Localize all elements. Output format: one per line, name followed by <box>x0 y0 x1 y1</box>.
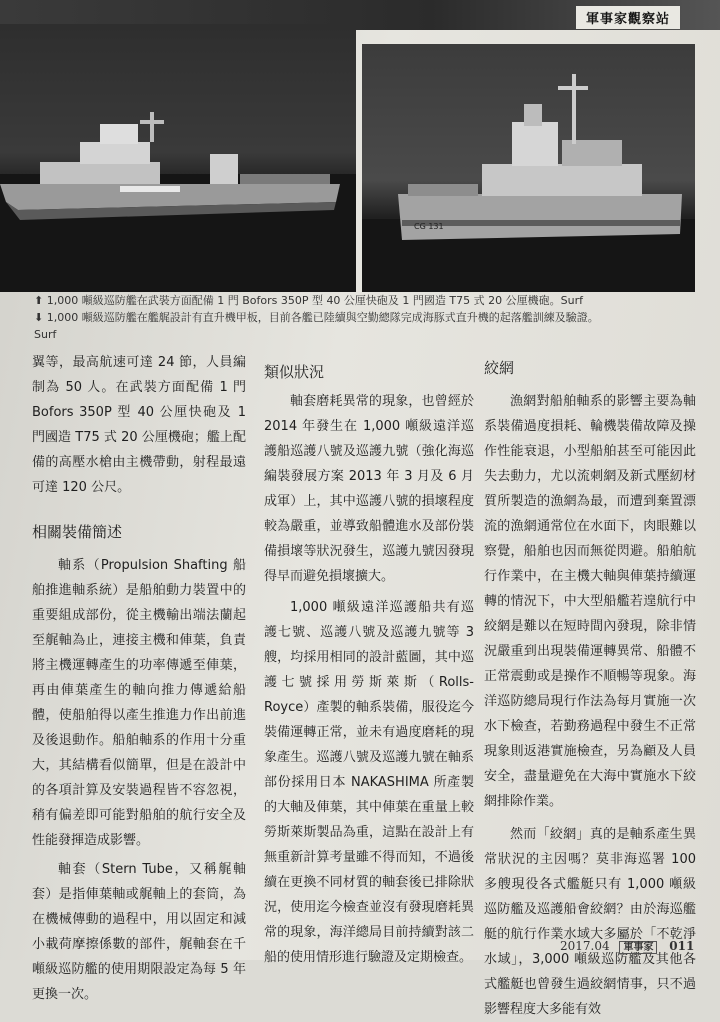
caption-2: ⬇ 1,000 噸級巡防艦在艦艉設計有直升機甲板，目前各艦已陸續與空勤總隊完成海豚式直升機的起落艦訓練及驗證。 <box>34 311 599 324</box>
heading-equipment: 相關裝備簡述 <box>32 523 123 541</box>
section-title: 軍事家觀察站 <box>576 6 680 29</box>
caption-2-credit: Surf <box>34 328 57 341</box>
paragraph-net-1: 漁網對船舶軸系的影響主要為軸系裝備過度損耗、輪機裝備故障及操作性能衰退，小型船舶甚至可能因此失去動力，尤以流刺網及新式壓紉材質所製造的漁網為最，而遭到棄置漂流的漁網通常位在水面下，肉眼難以察覺，船舶也因而無從閃避。船舶航行作業中，在主機大軸與俥葉持續運轉的情況下，中大型船艦若遑航行中絞網是難以在短時間內發現，除非情況嚴重到出現裝備運轉異常、船體不正常震動或是操作不順暢等現象。海洋巡防總局現行作法為每月實施一次水下檢查，若勤務過程中發生不正常現象則返港實施檢查，另為顧及人員安全，盡量避免在大海中實施水下絞網排除作業。 <box>484 394 696 809</box>
paragraph-stern-tube: 軸套（Stern Tube，又稱艉軸套）是指俥葉軸或艉軸上的套筒，為在機械傳動的過程中，用以固定和減小載荷摩擦係數的部件，艉軸套在千噸級巡防艦的使用期限設定為每 5 年更換一次。 <box>32 862 246 1002</box>
caption-1: ⬆ 1,000 噸級巡防艦在武裝方面配備 1 門 Bofors 350P 型 40 公厘快砲及 1 門國造 T75 式 20 公厘機砲。Surf <box>34 294 583 307</box>
issue-date: 2017.04 <box>560 939 610 953</box>
column-2 <box>264 350 474 970</box>
page-number: 011 <box>669 939 695 953</box>
photo-captions <box>34 292 694 343</box>
heading-similar-cases: 類似狀況 <box>264 363 325 381</box>
magazine-logo: 軍事家 <box>619 941 657 954</box>
paragraph-similar-2: 1,000 噸級遠洋巡護船共有巡護七號、巡護八號及巡護九號等 3 艘，均採用相同的設計藍圖，其中巡護七號採用勞斯萊斯（Rolls-Royce）產製的軸系裝備，服役迄今裝備運轉正常，並未有過度磨耗的現象產生。巡護八號及巡護九號在軸系部份採用日本 NAKASHIMA 所產製的大軸及俥葉，其中俥葉在重量上較勞斯萊斯製品為重，這點在設計上有無重新計算考量雖不得而知，不過後續在更換不同材質的軸套後已排除狀況，使用迄今檢查並沒有發現磨耗異常的現象，海洋總局目前持續對該二船的使用情形進行驗證及定期檢查。 <box>264 600 474 965</box>
heading-net-entanglement: 絞網 <box>484 359 515 377</box>
column-3 <box>484 350 696 1022</box>
intro-paragraph: 翼等，最高航速可達 24 節，人員編制為 50 人。在武裝方面配備 1 門 Bofors 350P 型 40 公厘快砲及 1 門國造 T75 式 20 公厘機砲；艦上配備的高壓水槍由主機帶動，射程最遠可達 120 公尺。 <box>32 355 246 495</box>
hull-number: CG 131 <box>414 222 444 231</box>
photo-ship-stern <box>362 44 695 292</box>
photo-ship-profile <box>0 24 356 292</box>
paragraph-net-2: 然而「絞網」真的是軸系產生異常狀況的主因嗎？莫非海巡署 100 多艘現役各式艦艇只有 1,000 噸級巡防艦及巡護船會絞網？由於海巡艦艇的航行作業水域大多屬於「不乾淨水域」，3,000 噸級巡防艦及其他各式艦艇也曾發生過絞網情事，只不過影響程度大多能有效 <box>484 827 696 1017</box>
paragraph-similar-1: 軸套磨耗異常的現象，也曾經於 2014 年發生在 1,000 噸級遠洋巡護船巡護八號及巡護九號（強化海巡編裝發展方案 2013 年 3 月及 6 月成軍）上，其中巡護八號的損壞程度較為嚴重，並導致船體進水及部份裝備損壞等狀況發生，巡護九號因發現得早而避免損壞擴大。 <box>264 394 474 584</box>
column-1 <box>32 350 246 1007</box>
page-footer <box>560 938 694 953</box>
paragraph-shafting: 軸系（Propulsion Shafting 船舶推進軸系統）是船舶動力裝置中的重要組成部份，從主機輸出端法蘭起至艉軸為止，連接主機和俥葉，負責將主機運轉產生的功率傳遞至俥葉，再由俥葉產生的軸向推力傳遞給船體，使船舶得以產生推進力作出前進及後退動作。船舶軸系的作用十分重大，其結構看似簡單，但是在設計中的各項計算及安裝過程皆不容忽視，稍有偏差即可能對船舶的航行安全及性能發揮造成影響。 <box>32 558 246 848</box>
